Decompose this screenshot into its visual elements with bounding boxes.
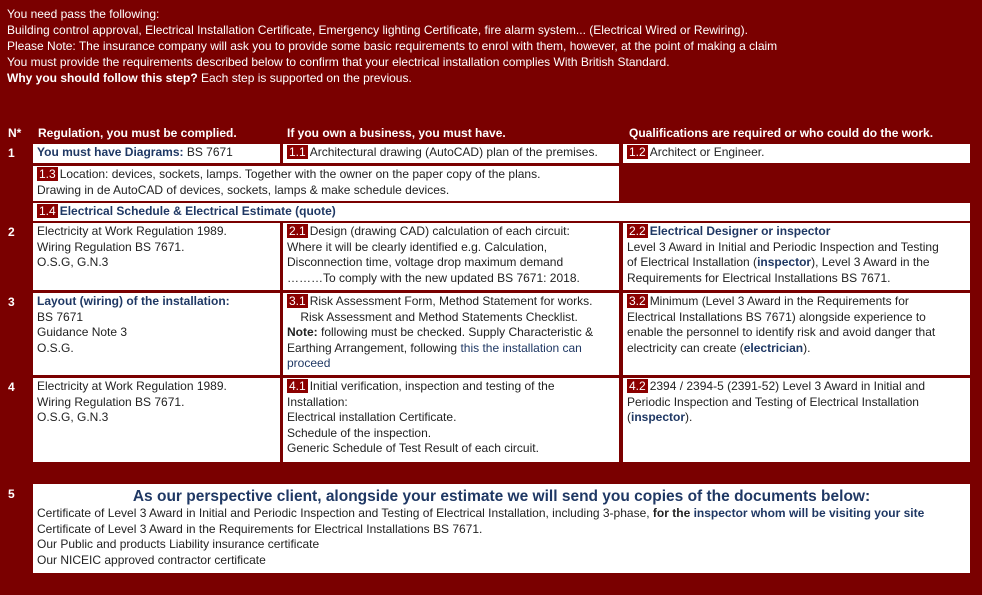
for-the-text: for the xyxy=(652,506,694,520)
document-line: Our NICEIC approved contractor certificate xyxy=(37,552,266,567)
inspector-visit-text: inspector whom will be visiting your site xyxy=(693,506,925,520)
row-5-number: 5 xyxy=(8,487,15,501)
intro-line-3: Please Note: The insurance company will ask you to provide some basic requirements to enrol with them, however, at the point of making a claim xyxy=(7,39,778,53)
document-line: Certificate of Level 3 Award in the Requirements for Electrical Installations BS 7671. xyxy=(37,521,483,536)
qualification-text: ), Level 3 Award in the xyxy=(811,255,930,269)
qualification-line: Electrical Installations BS 7671) alongside experience to xyxy=(627,309,926,324)
qualification-text: electricity can create ( xyxy=(627,340,744,355)
row-3-regulation xyxy=(33,293,280,375)
row-2-business xyxy=(283,223,619,290)
row-3-number: 3 xyxy=(8,295,15,309)
regulation-line: Electricity at Work Regulation 1989. xyxy=(37,224,227,238)
documents-title: As our perspective client, alongside your estimate we will send you copies of the documents below: xyxy=(132,488,871,505)
regulation-line: Guidance Note 3 xyxy=(37,325,128,339)
row-2-regulation xyxy=(33,223,280,290)
header-regulation: Regulation, you must be complied. xyxy=(38,126,237,140)
row-4-qualification xyxy=(623,378,970,462)
intro-answer: Each step is supported on the previous. xyxy=(197,71,412,85)
intro-question: Why you should follow this step? xyxy=(7,71,198,85)
qualification-text: of Electrical Installation ( xyxy=(627,255,758,269)
inspector-label: inspector xyxy=(631,410,686,424)
verification-line: Installation: xyxy=(287,394,348,409)
step-tag: 1.4 xyxy=(39,204,56,218)
step-tag: 4.1 xyxy=(289,379,306,393)
row-5-documents xyxy=(33,484,970,573)
step-tag: 1.2 xyxy=(629,145,646,159)
row-1-qualification xyxy=(623,144,970,163)
intro-line-2: Building control approval, Electrical Installation Certificate, Emergency lighting Certificate, fire alarm system... (Electrical Wired or Rewiring). xyxy=(7,23,748,37)
layout-title: Layout (wiring) of the installation: xyxy=(37,294,230,308)
earthing-text: Earthing Arrangement, following xyxy=(287,340,461,355)
step-tag: 1.1 xyxy=(289,145,306,159)
row-3-business xyxy=(283,293,619,375)
design-line: Disconnection time, voltage drop maximum demand xyxy=(287,255,564,269)
step-tag: 3.1 xyxy=(289,294,306,308)
verification-line: Generic Schedule of Test Result of each circuit. xyxy=(287,441,539,455)
row-4-business xyxy=(283,378,619,462)
verification-line: Electrical installation Certificate. xyxy=(287,410,457,424)
schedule-text: Electrical Schedule & Electrical Estimate (quote) xyxy=(59,204,336,218)
qualification-line: 2394 / 2394-5 (2391-52) Level 3 Award in Initial and xyxy=(649,379,925,393)
intro-line-4: You must provide the requirements described below to confirm that your electrical installation complies With British Standard. xyxy=(7,55,670,69)
regulation-line: Electricity at Work Regulation 1989. xyxy=(37,379,227,393)
qualification-text: ). xyxy=(685,410,693,424)
location-line-2: Drawing in de AutoCAD of devices, sockets, lamps & make schedule devices. xyxy=(37,182,450,197)
header-business: If you own a business, you must have. xyxy=(287,126,506,140)
design-line-1: Design (drawing CAD) calculation of each circuit: xyxy=(309,224,570,238)
step-tag: 1.3 xyxy=(39,167,56,181)
regulation-line: O.S.G. xyxy=(37,340,74,355)
step-tag: 2.1 xyxy=(289,224,306,238)
row-1-location xyxy=(33,166,619,201)
proceed-word: proceed xyxy=(287,356,331,370)
risk-line-2: Risk Assessment and Method Statements Checklist. xyxy=(287,309,578,324)
row-2-number: 2 xyxy=(8,225,15,239)
regulation-line: O.S.G, G.N.3 xyxy=(37,410,109,424)
diagrams-label: You must have Diagrams: xyxy=(37,145,184,159)
intro-text xyxy=(7,6,777,86)
note-text: following must be checked. Supply Characteristic & xyxy=(317,325,594,339)
row-1-business xyxy=(283,144,619,163)
regulation-line: BS 7671 xyxy=(37,309,84,324)
step-tag: 3.2 xyxy=(629,294,646,308)
step-text: Architect or Engineer. xyxy=(649,145,765,159)
row-4-regulation xyxy=(33,378,280,462)
header-number: N* xyxy=(8,126,22,140)
risk-line-1: Risk Assessment Form, Method Statement for works. xyxy=(309,294,593,308)
row-1-regulation xyxy=(33,144,280,163)
row-1-schedule xyxy=(33,203,970,221)
inspector-label: inspector xyxy=(757,255,812,269)
regulation-line: Wiring Regulation BS 7671. xyxy=(37,239,185,254)
intro-line-1: You need pass the following: xyxy=(7,7,160,21)
qualification-line: Periodic Inspection and Testing of Electrical Installation xyxy=(627,394,919,409)
location-line-1: Location: devices, sockets, lamps. Together with the owner on the paper copy of the plans. xyxy=(59,167,541,181)
intro-line-5 xyxy=(7,70,777,86)
design-line: Where it will be clearly identified e.g. Calculation, xyxy=(287,239,548,254)
designer-title: Electrical Designer or inspector xyxy=(649,224,831,238)
document-line: Certificate of Level 3 Award in Initial and Periodic Inspection and Testing of Electrical Installation, including 3-phase, xyxy=(37,506,653,520)
qualification-line: Requirements for Electrical Installations BS 7671. xyxy=(627,270,891,285)
step-tag: 2.2 xyxy=(629,224,646,238)
qualification-line: enable the personnel to identify risk and avoid danger that xyxy=(627,325,936,339)
design-line: ………To comply with the new updated BS 7671: 2018. xyxy=(287,270,580,285)
header-qualifications: Qualifications are required or who could do the work. xyxy=(629,126,934,140)
proceed-text: this the installation can xyxy=(460,340,582,355)
note-label: Note: xyxy=(287,325,318,339)
verification-line: Schedule of the inspection. xyxy=(287,425,432,440)
step-text: Architectural drawing (AutoCAD) plan of the premises. xyxy=(309,145,598,159)
qualification-text: ). xyxy=(803,340,811,355)
row-2-qualification xyxy=(623,223,970,290)
step-tag: 4.2 xyxy=(629,379,646,393)
row-1-number: 1 xyxy=(8,146,15,160)
row-4-number: 4 xyxy=(8,380,15,394)
electrician-label: electrician xyxy=(743,340,804,355)
qualification-text: ( xyxy=(627,410,631,424)
diagrams-value: BS 7671 xyxy=(183,145,233,159)
verification-line-1: Initial verification, inspection and testing of the xyxy=(309,379,555,393)
row-3-qualification xyxy=(623,293,970,375)
qualification-line: Minimum (Level 3 Award in the Requirements for xyxy=(649,294,909,308)
document-line: Our Public and products Liability insurance certificate xyxy=(37,537,320,551)
qualification-line: Level 3 Award in Initial and Periodic Inspection and Testing xyxy=(627,239,939,254)
regulation-line: O.S.G, G.N.3 xyxy=(37,255,109,269)
regulation-line: Wiring Regulation BS 7671. xyxy=(37,394,185,409)
